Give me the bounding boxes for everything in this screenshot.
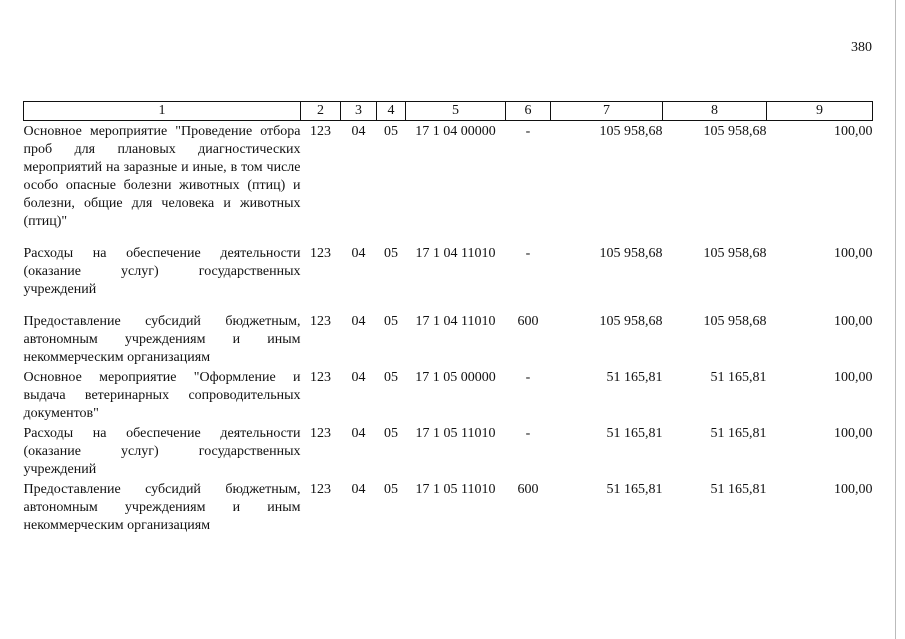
header-col-1: 1 [24, 102, 301, 121]
col-7-amount: 105 958,68 [599, 246, 663, 261]
col-7-amount: 51 165,81 [606, 426, 663, 441]
col-4-value: 05 [384, 482, 398, 497]
col-4-value: 05 [384, 426, 398, 441]
col-6-value: 600 [517, 314, 539, 329]
col-9-percent: 100,00 [834, 124, 873, 139]
col-2-value: 123 [310, 482, 331, 497]
col-6-value: - [525, 370, 531, 385]
header-col-5: 5 [406, 102, 506, 121]
col-3-value: 04 [351, 482, 366, 497]
table-row [24, 243, 873, 311]
header-col-6: 6 [506, 102, 551, 121]
col-4-value: 05 [384, 124, 398, 139]
header-col-8: 8 [663, 102, 767, 121]
col-7-amount: 105 958,68 [599, 124, 663, 139]
table-row [24, 311, 873, 367]
col-9-percent: 100,00 [834, 482, 873, 497]
col-8-amount: 105 958,68 [703, 314, 767, 329]
col-6-value: - [525, 426, 531, 441]
col-4-value: 05 [384, 314, 398, 329]
col-9-percent: 100,00 [834, 246, 873, 261]
col-5-code: 17 1 05 11010 [415, 482, 496, 497]
table-row [24, 423, 873, 479]
col-6-value: - [525, 124, 531, 139]
row-description: Предоставление субсидий бюджетным, автономным учреждениям и иным некоммерческим организациям [23, 314, 301, 365]
col-3-value: 04 [351, 124, 366, 139]
col-8-amount: 105 958,68 [703, 246, 767, 261]
row-description: Основное мероприятие "Проведение отбора проб для плановых диагностических мероприятий на заразные и иные, в том числе особо опасные болезни животных (птиц) и болезни, общие для человека и животных (птиц)" [23, 124, 301, 229]
col-7-amount: 51 165,81 [606, 482, 663, 497]
col-2-value: 123 [310, 370, 331, 385]
col-3-value: 04 [351, 426, 366, 441]
header-col-9: 9 [767, 102, 873, 121]
page-number: 380 [851, 40, 872, 55]
row-description: Расходы на обеспечение деятельности (оказание услуг) государственных учреждений [23, 246, 301, 297]
col-9-percent: 100,00 [834, 370, 873, 385]
col-3-value: 04 [351, 370, 366, 385]
budget-table [23, 101, 873, 535]
row-description: Основное мероприятие "Оформление и выдача ветеринарных сопроводительных документов" [23, 370, 301, 421]
table-row [24, 367, 873, 423]
col-3-value: 04 [351, 246, 366, 261]
col-5-code: 17 1 04 00000 [415, 124, 496, 139]
col-5-code: 17 1 04 11010 [415, 314, 496, 329]
col-7-amount: 105 958,68 [599, 314, 663, 329]
col-7-amount: 51 165,81 [606, 370, 663, 385]
row-description: Расходы на обеспечение деятельности (оказание услуг) государственных учреждений [23, 426, 301, 477]
col-2-value: 123 [310, 314, 331, 329]
col-2-value: 123 [310, 124, 331, 139]
header-row [24, 102, 873, 121]
col-6-value: 600 [517, 482, 539, 497]
col-8-amount: 51 165,81 [710, 426, 767, 441]
row-description: Предоставление субсидий бюджетным, автономным учреждениям и иным некоммерческим организациям [23, 482, 301, 533]
col-4-value: 05 [384, 246, 398, 261]
col-9-percent: 100,00 [834, 314, 873, 329]
table-row [24, 479, 873, 535]
col-8-amount: 51 165,81 [710, 482, 767, 497]
col-8-amount: 51 165,81 [710, 370, 767, 385]
col-2-value: 123 [310, 246, 331, 261]
col-9-percent: 100,00 [834, 426, 873, 441]
header-col-3: 3 [341, 102, 377, 121]
col-5-code: 17 1 05 00000 [415, 370, 496, 385]
table-row [24, 121, 873, 244]
header-col-7: 7 [551, 102, 663, 121]
col-2-value: 123 [310, 426, 331, 441]
col-5-code: 17 1 04 11010 [415, 246, 496, 261]
col-4-value: 05 [384, 370, 398, 385]
col-6-value: - [525, 246, 531, 261]
col-3-value: 04 [351, 314, 366, 329]
col-8-amount: 105 958,68 [703, 124, 767, 139]
page-edge [895, 0, 905, 639]
header-col-2: 2 [301, 102, 341, 121]
col-5-code: 17 1 05 11010 [415, 426, 496, 441]
header-col-4: 4 [377, 102, 406, 121]
